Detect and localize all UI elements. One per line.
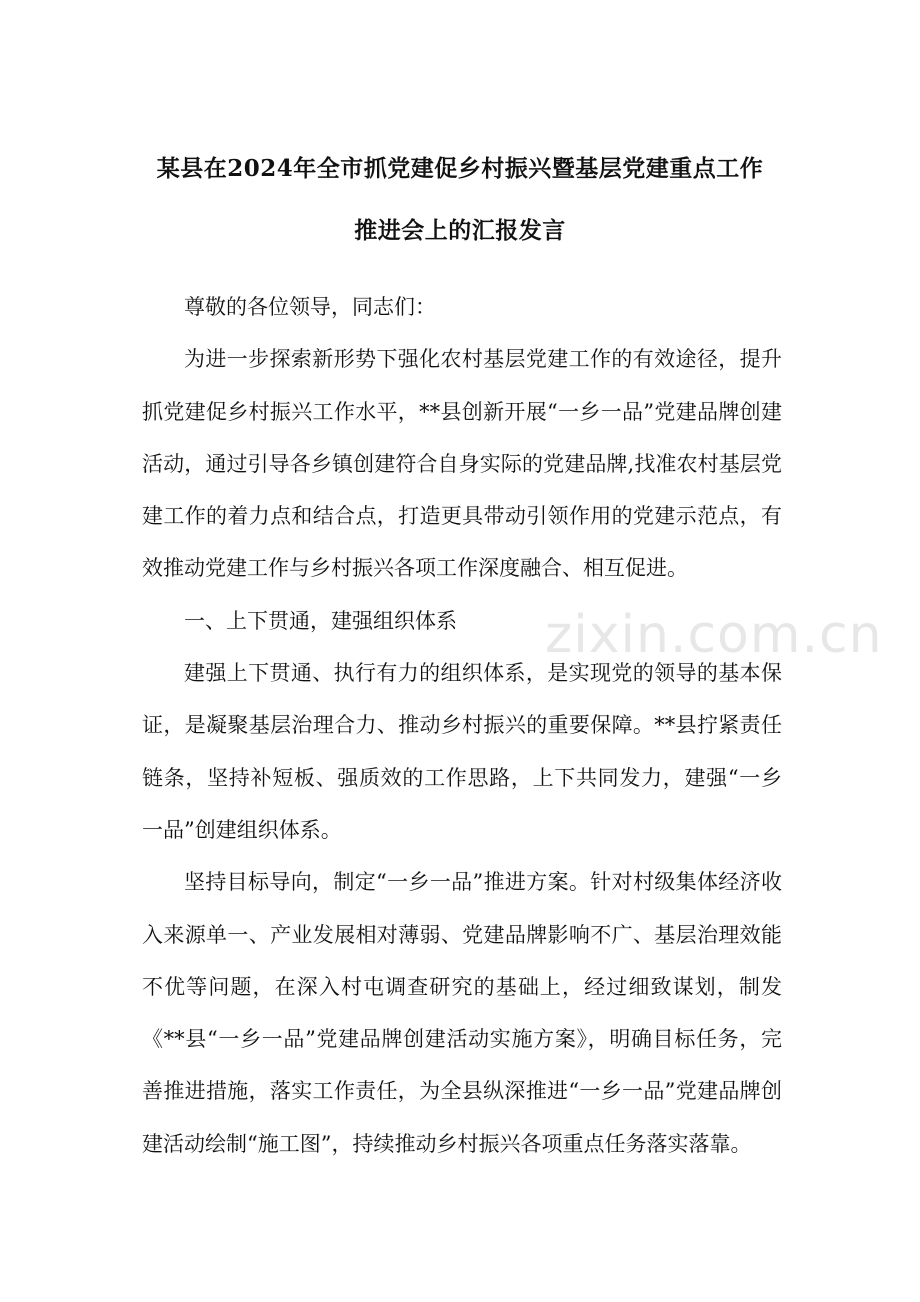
section-heading: 一、上下贯通，建强组织体系 <box>184 608 457 633</box>
document-title-line-2: 推进会上的汇报发言 <box>354 217 566 244</box>
document-body <box>142 281 782 1170</box>
document-title-line-1: 某县在2024年全市抓党建促乡村振兴暨基层党建重点工作 <box>156 155 764 182</box>
greeting: 尊敬的各位领导，同志们： <box>184 295 436 319</box>
body-paragraph: 建强上下贯通、执行有力的组织体系，是实现党的领导的基本保证，是凝聚基层治理合力、推动乡村振兴的重要保障。**县拧紧责任链条，坚持补短板、强质效的工作思路，上下共同发力，建强“一乡一品”创建组织体系。 <box>142 661 782 842</box>
body-paragraph: 为进一步探索新形势下强化农村基层党建工作的有效途径，提升抓党建促乡村振兴工作水平，**县创新开展“一乡一品”党建品牌创建活动，通过引导各乡镇创建符合自身实际的党建品牌,找准农村基层党建工作的着力点和结合点，打造更具带动引领作用的党建示范点，有效推动党建工作与乡村振兴各项工作深度融合、相互促进。 <box>142 347 782 581</box>
watermark: zixin.com.cn <box>545 605 883 665</box>
body-paragraph: 坚持目标导向，制定“一乡一品”推进方案。针对村级集体经济收入来源单一、产业发展相对薄弱、党建品牌影响不广、基层治理效能不优等问题，在深入村屯调查研究的基础上，经过细致谋划，制发《**县“一乡一品”党建品牌创建活动实施方案》，明确目标任务，完善推进措施，落实工作责任，为全县纵深推进“一乡一品”党建品牌创建活动绘制“施工图”，持续推动乡村振兴各项重点任务落实落靠。 <box>142 870 782 1156</box>
